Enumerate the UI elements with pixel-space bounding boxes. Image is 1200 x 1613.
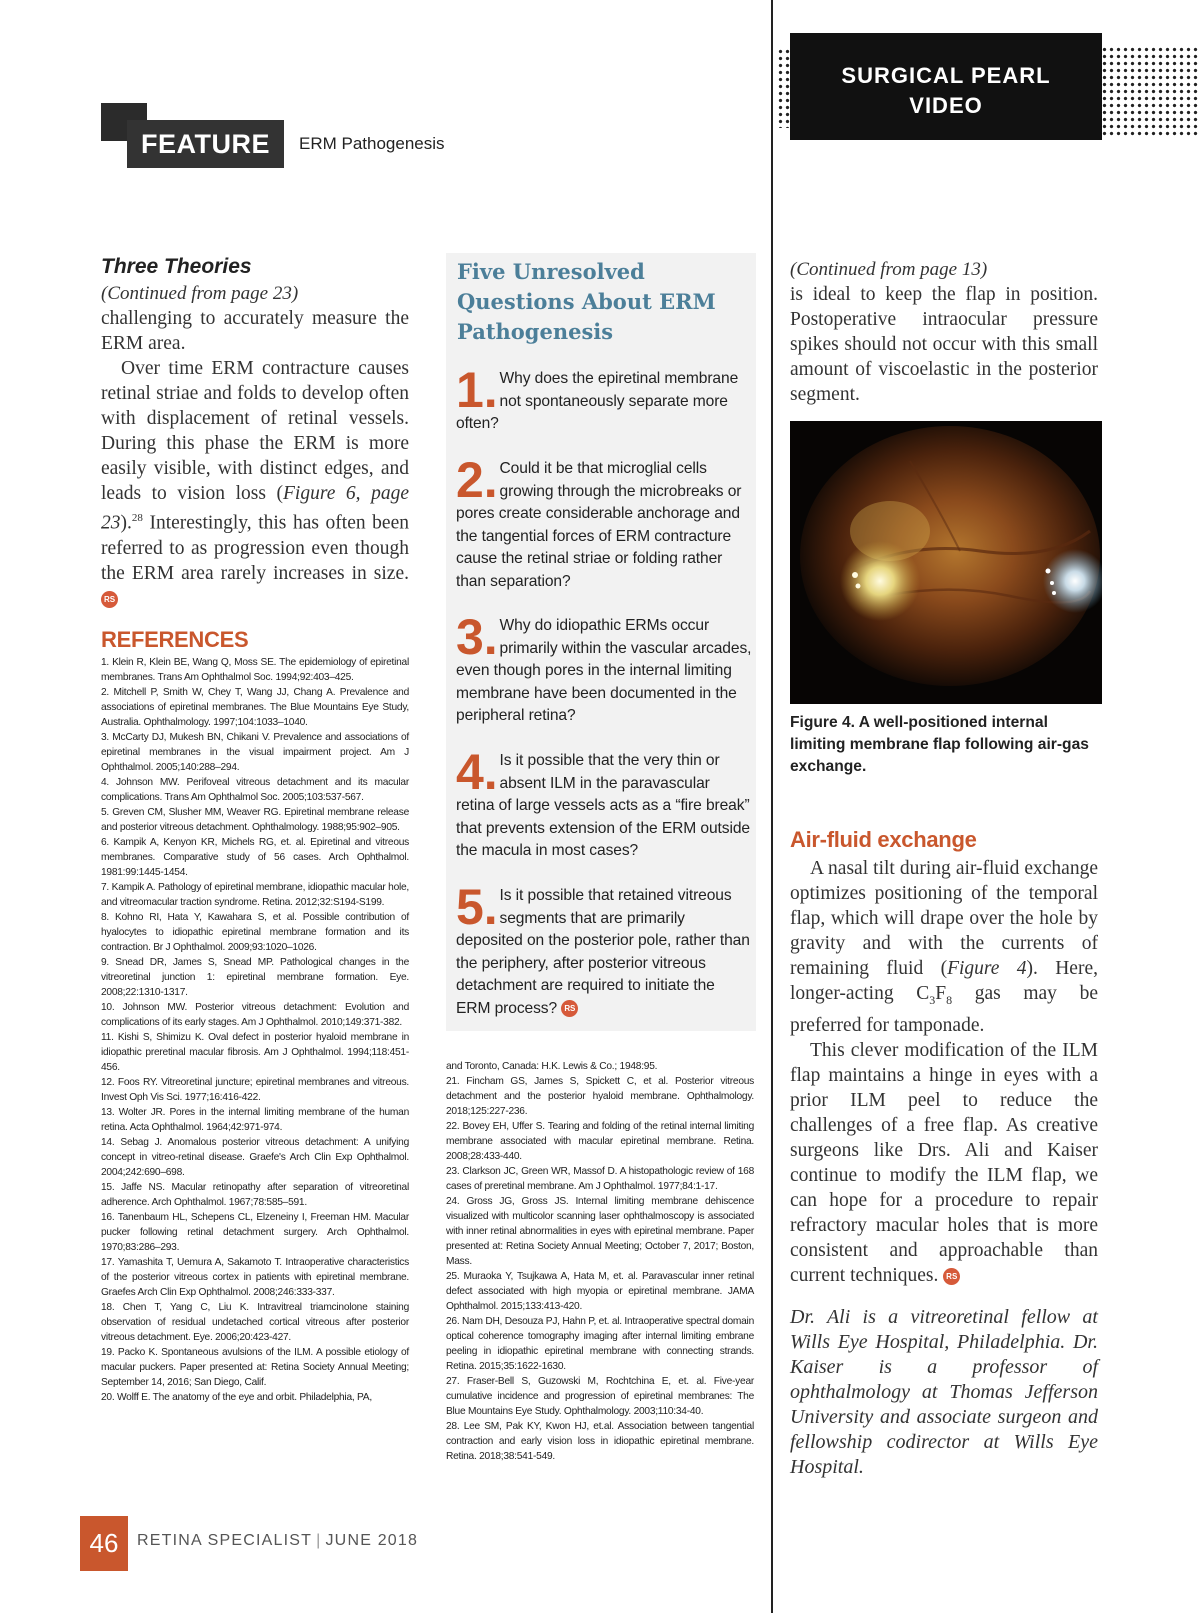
question-3 xyxy=(456,609,752,728)
references-list-col1 xyxy=(101,655,409,1405)
reference-item: 8. Kohno RI, Hata Y, Kawahara S, et al. Possible contribution of hyalocytes to idiopathic epiretinal membrane formation and its contraction. Br J Ophthalmol. 2009;93:1020–1026. xyxy=(101,912,409,953)
reference-item: and Toronto, Canada: H.K. Lewis & Co.; 1948:95. xyxy=(446,1061,658,1072)
air-fluid-heading: Air-fluid exchange xyxy=(790,827,977,852)
question-text: Is it possible that the very thin or absent ILM in the paravascular retina of large vessels acts as a “fire break” that prevents extension of the ERM outside the macula in most cases? xyxy=(456,752,750,859)
reference-item: 5. Greven CM, Slusher MM, Weaver RG. Epiretinal membrane release and posterior vitreous detachment. Ophthalmology. 1988;95:902–905. xyxy=(101,807,409,833)
reference-item: 18. Chen T, Yang C, Liu K. Intravitreal triamcinolone staining observation of residual undetached cortical vitreous after posterior vitreous detachment. Eye. 2006;20:423-427. xyxy=(101,1302,409,1343)
citation-superscript: 28 xyxy=(131,512,143,524)
continued-note: (Continued from page 13) xyxy=(790,259,988,280)
pearl-line-2: VIDEO xyxy=(909,93,983,118)
question-text: Why does the epiretinal membrane not spontaneously separate more often? xyxy=(456,370,739,432)
reference-item: 27. Fraser-Bell S, Guzowski M, Rochtchina E, et. al. Five-year cumulative incidence and progression of epiretinal membranes: The Blue Mountains Eye Study. Ophthalmology. 2003;110:34-40. xyxy=(446,1376,754,1417)
paragraph-continued: is ideal to keep the flap in position. Postoperative intraocular pressure spikes should not occur with this small amount of viscoelastic in the posterior segment. xyxy=(790,284,1098,405)
question-number: 1. xyxy=(456,362,498,418)
reference-item: 22. Bovey EH, Uffer S. Tearing and folding of the retinal internal limiting membrane associated with macular epiretinal membrane. Retina. 2008;28:433-440. xyxy=(446,1121,754,1162)
reference-item: 24. Gross JG, Gross JS. Internal limiting membrane dehiscence visualized with multicolor scanning laser ophthalmoscopy is associated with inner retinal abnormalities in eyes with epiretinal membrane. Paper presented at: Retina Society Annual Meeting; October 7, 2017; Boston, Mass. xyxy=(446,1196,754,1267)
reference-item: 11. Kishi S, Shimizu K. Oval defect in posterior hyaloid membrane in idiopathic preretinal macular fibrosis. Am J Ophthalmol. 1994;118:451-456. xyxy=(101,1032,409,1073)
reference-item: 23. Clarkson JC, Green WR, Massof D. A histopathologic review of 168 cases of preretinal membrane. Am J Ophthalmol. 1977;84:1-17. xyxy=(446,1166,754,1192)
question-1 xyxy=(456,362,752,436)
footer-publication: RETINA SPECIALIST | JUNE 2018 xyxy=(137,1532,419,1549)
page-number: 46 xyxy=(80,1516,128,1571)
reference-item: 13. Wolter JR. Pores in the internal limiting membrane of the human retina. Acta Ophthalmol. 1964;42:971-974. xyxy=(101,1107,409,1133)
pearl-line-1: SURGICAL PEARL xyxy=(841,63,1051,88)
reference-item: 7. Kampik A. Pathology of epiretinal membrane, idiopathic macular hole, and vitreomacular traction syndrome. Retina. 2012;32:S194-S199. xyxy=(101,882,409,908)
rs-end-badge: RS xyxy=(943,1268,960,1285)
paragraph-ilm-flap: This clever modification of the ILM flap maintains a hinge in eyes with a prior ILM peel to reduce the challenges of a free flap. As creative surgeons like Drs. Ali and Kaiser continue to modify the ILM flap, we can hope for a procedure to repair refractory macular holes that is more consistent and approachable than current techniques. RS xyxy=(790,1039,1098,1286)
air-fluid-section xyxy=(790,856,1098,1288)
reference-item: 20. Wolff E. The anatomy of the eye and orbit. Philadelphia, PA, xyxy=(101,1392,372,1403)
figure-reference: Figure 4 xyxy=(947,958,1027,979)
question-text: Is it possible that retained vitreous segments that are primarily deposited on the posterior pole, rather than the periphery, after posterior vitreous detachment are required to initiate the ERM process? xyxy=(456,887,750,1017)
references-list-col2 xyxy=(446,1059,754,1464)
issue-date: JUNE 2018 xyxy=(325,1532,419,1549)
continued-note: (Continued from page 23) xyxy=(101,283,299,304)
reference-item: 21. Fincham GS, James S, Spickett C, et al. Posterior vitreous detachment and the posterior hyaloid membrane. Ophthalmology. 2018;125:227-236. xyxy=(446,1076,754,1117)
reference-item: 25. Muraoka Y, Tsujkawa A, Hata M, et. al. Paravascular inner retinal defect associated with high myopia or epiretinal membrane. JAMA Ophthalmol. 2015;133:413-420. xyxy=(446,1271,754,1312)
three-theories-heading: Three Theories xyxy=(101,255,252,278)
question-number: 4. xyxy=(456,744,498,800)
figure-caption: Figure 4. A well-positioned internal limiting membrane flap following air-gas exchange. xyxy=(790,714,1089,775)
paragraph-2: Over time ERM contracture causes retinal striae and folds to develop often with displacement of retinal vessels. During this phase the ERM is more easily visible, with distinct edges, and leads to vision loss (Figure 6, page 23).$^{28}$ Interestingly, this has often been referred to as progression even though the ERM area rarely increases in size. RS xyxy=(101,356,409,611)
reference-item: 4. Johnson MW. Perifoveal vitreous detachment and its macular complications. Trans Am Ophthalmol Soc. 2005;103:537-567. xyxy=(101,777,409,803)
question-number: 3. xyxy=(456,609,498,665)
reference-item: 1. Klein R, Klein BE, Wang Q, Moss SE. The epidemiology of epiretinal membranes. Trans Am Ophthalmol Soc. 1994;92:403–425. xyxy=(101,657,409,683)
retina-image xyxy=(790,421,1102,704)
question-2 xyxy=(456,452,752,593)
question-number: 2. xyxy=(456,452,498,508)
sidebar-title: Five Unresolved Questions About ERM Pathogenesis xyxy=(457,259,716,344)
continued-section xyxy=(790,257,1098,407)
rs-end-badge: RS xyxy=(101,591,118,608)
feature-label: FEATURE xyxy=(127,120,284,168)
author-bio: Dr. Ali is a vitreoretinal fellow at Wills Eye Hospital, Philadelphia. Dr. Kaiser is a professor of ophthalmology at Thomas Jefferson University and associate surgeon and fellowship codirector at Wills Eye Hospital. xyxy=(790,1306,1098,1478)
paragraph-1: challenging to accurately measure the ERM area. xyxy=(101,308,409,354)
reference-item: 17. Yamashita T, Uemura A, Sakamoto T. Intraoperative characteristics of the posterior vitreous cortex in patients with epiretinal membrane. Graefes Arch Clin Exp Ophthalmol. 2008;246:333-337. xyxy=(101,1257,409,1298)
question-5 xyxy=(456,879,752,1020)
surgical-pearl-banner xyxy=(790,33,1102,140)
rs-end-badge: RS xyxy=(561,1000,578,1017)
reference-item: 16. Tanenbaum HL, Schepens CL, Elzeneiny I, Freeman HM. Macular pucker following retinal detachment surgery. Arch Ophthalmol. 1970;83:286–293. xyxy=(101,1212,409,1253)
three-theories-section xyxy=(101,253,409,611)
reference-item: 9. Snead DR, James S, Snead MP. Pathological changes in the vitreoretinal junction 1: epiretinal membrane formation. Eye. 2008;22:1310-1317. xyxy=(101,957,409,998)
reference-item: 28. Lee SM, Pak KY, Kwon HJ, et.al. Association between tangential contraction and early vision loss in idiopathic epiretinal membrane. Retina. 2018;38:541-549. xyxy=(446,1421,754,1462)
magazine-name: RETINA SPECIALIST xyxy=(137,1532,313,1549)
reference-item: 26. Nam DH, Desouza PJ, Hahn P, et. al. Intraoperative spectral domain optical coherence tomography imaging after internal limiting embrane peeling in idiopathic epiretinal membrane with connecting strands. Retina. 2015;35:1622-1630. xyxy=(446,1316,754,1372)
reference-item: 19. Packo K. Spontaneous avulsions of the ILM. A possible etiology of macular puckers. Paper presented at: Retina Society Annual Meeting; September 14, 2016; San Diego, Calif. xyxy=(101,1347,409,1388)
question-number: 5. xyxy=(456,879,498,935)
reference-item: 6. Kampik A, Kenyon KR, Michels RG, et. al. Epiretinal and vitreous membranes. Comparative study of 56 cases. Arch Ophthalmol. 1981:99:1445-1454. xyxy=(101,837,409,878)
reference-item: 15. Jaffe NS. Macular retinopathy after separation of vitreoretinal adherence. Arch Ophthalmol. 1967;78:585–591. xyxy=(101,1182,409,1208)
paragraph-air-fluid: A nasal tilt during air-fluid exchange optimizes positioning of the temporal flap, which will drape over the hole by gravity and with the currents of remaining fluid (Figure 4). Here, longer-acting $C_3F_8$ gas may be preferred for tamponade. xyxy=(790,858,1098,1036)
dot-pattern-left xyxy=(777,48,791,128)
section-name: ERM Pathogenesis xyxy=(299,134,445,153)
reference-item: 12. Foos RY. Vitreoretinal juncture; epiretinal membranes and vitreous. Invest Oph Vis Sci. 1977;16:416-422. xyxy=(101,1077,409,1103)
question-text: Could it be that microglial cells growing through the microbreaks or pores create considerable anchorage and the tangential forces of ERM contracture cause the retinal striae or folding rather than separation? xyxy=(456,460,742,590)
references-heading: REFERENCES xyxy=(101,627,249,652)
reference-item: 3. McCarty DJ, Mukesh BN, Chikani V. Prevalence and associations of epiretinal membranes in the visual impairment project. Am J Ophthalmol. 2005;140:288–294. xyxy=(101,732,409,773)
question-4 xyxy=(456,744,752,863)
reference-item: 2. Mitchell P, Smith W, Chey T, Wang JJ, Chang A. Prevalence and associations of epiretinal membranes. The Blue Mountains Eye Study, Australia. Ophthalmology. 1997;104:1033–1040. xyxy=(101,687,409,728)
column-divider xyxy=(771,0,773,1613)
figure-reference: Figure 6, page 23 xyxy=(101,483,409,534)
dot-pattern-right xyxy=(1101,46,1200,138)
question-text: Why do idiopathic ERMs occur primarily within the vascular arcades, even though pores in the internal limiting membrane have been documented in the peripheral retina? xyxy=(456,617,752,724)
reference-item: 10. Johnson MW. Posterior vitreous detachment: Evolution and complications of its early stages. Am J Ophthalmol. 2010;149:371-382. xyxy=(101,1002,409,1028)
reference-item: 14. Sebag J. Anomalous posterior vitreous detachment: A unifying concept in vitreo-retinal disease. Graefe's Arch Clin Exp Ophthalmol. 2004;242:690–698. xyxy=(101,1137,409,1178)
fundus-photo xyxy=(790,421,1102,704)
